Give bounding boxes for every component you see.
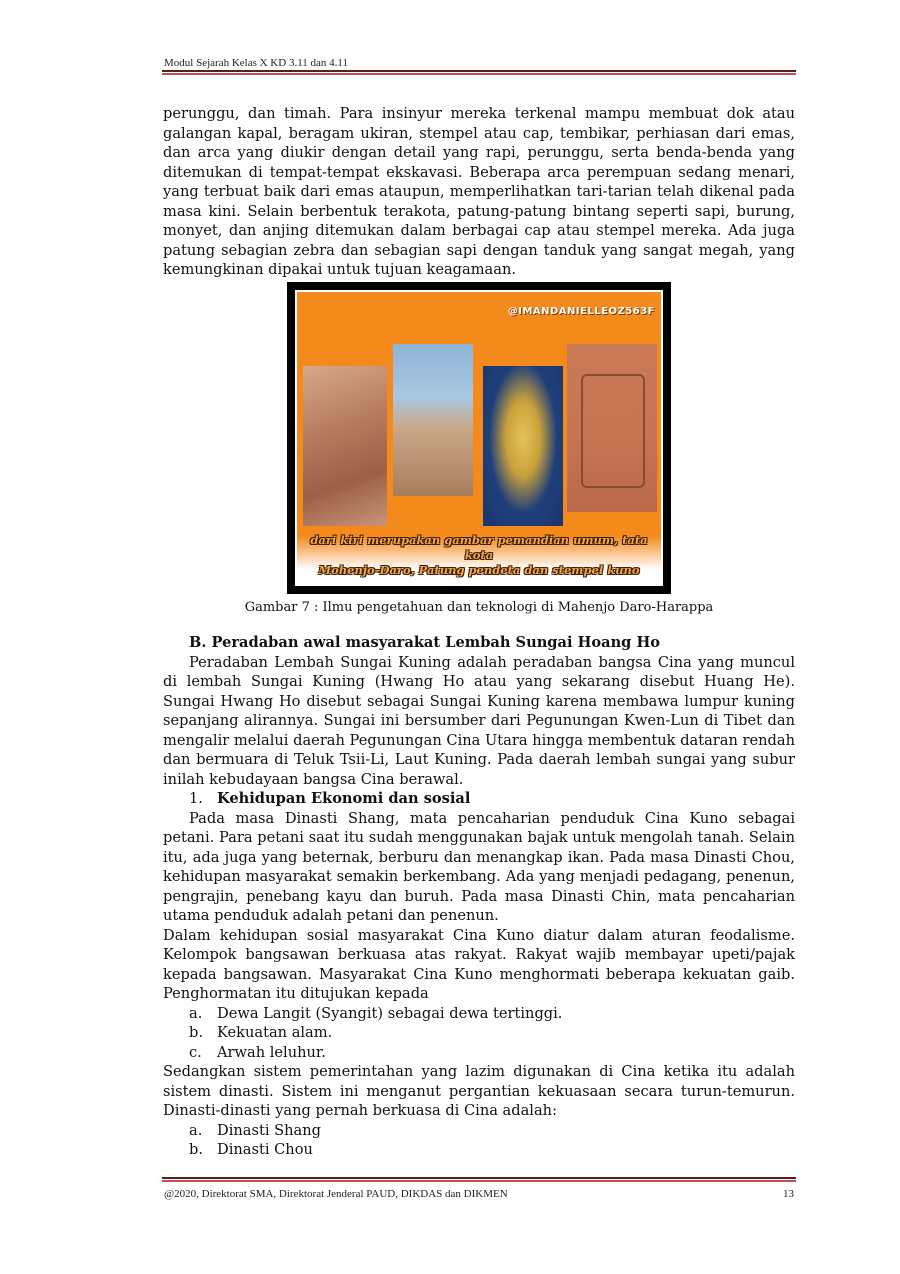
subsection-1-label: Kehidupan Ekonomi dan sosial <box>217 790 471 807</box>
list-item-label: a. <box>189 1004 203 1022</box>
figure-caption: Gambar 7 : Ilmu pengetahuan dan teknologi di Mahenjo Daro-Harappa <box>244 599 714 615</box>
footer-copyright: @2020, Direktorat SMA, Direktorat Jenderal PAUD, DIKDAS dan DIKMEN <box>164 1188 508 1200</box>
figure-inline-caption-line1: dari kiri merupakan gambar pemandian umum, tata kota <box>310 532 648 562</box>
figure-frame <box>287 282 671 594</box>
list-item-text: Kekuatan alam. <box>217 1024 333 1041</box>
header-rule <box>162 70 796 75</box>
section-b-title: B. Peradaban awal masyarakat Lembah Sungai Hoang Ho <box>189 634 660 651</box>
footer-rule <box>162 1177 796 1182</box>
page-content <box>163 104 795 1160</box>
ancient-seal-photo <box>567 344 657 512</box>
subsection-1-number: 1. <box>189 790 203 807</box>
list-item <box>189 1023 795 1043</box>
page-number: 13 <box>783 1188 794 1200</box>
city-layout-photo <box>393 344 473 496</box>
list-item <box>189 1121 795 1141</box>
subsection-1-paragraph3: Sedangkan sistem pemerintahan yang lazim digunakan di Cina ketika itu adalah sistem dinasti. Sistem ini menganut pergantian kekuasaan secara turun-temurun. Dinasti-dinasti yang pernah berkuasa di Cina adalah: <box>163 1063 795 1119</box>
section-b-paragraph: Peradaban Lembah Sungai Kuning adalah peradaban bangsa Cina yang muncul di lembah Sungai Kuning (Hwang Ho atau yang sekarang disebut Huang He). Sungai Hwang Ho disebut sebagai Sungai Kuning karena membawa lumpur kuning sepanjang alirannya. Sungai ini bersumber dari Pegunungan Kwen-Lun di Tibet dan mengalir melalui daerah Pegunungan Cina Utara hingga membentuk dataran rendah dan bermuara di Teluk Tsii-Li, Laut Kuning. Pada daerah lembah sungai yang subur inilah kebudayaan bangsa Cina berawal. <box>163 653 795 788</box>
subsection-1-paragraph2: Dalam kehidupan sosial masyarakat Cina Kuno diatur dalam aturan feodalisme. Kelompok bangsawan berkuasa atas rakyat. Rakyat wajib membayar upeti/pajak kepada bangsawan. Masyarakat Cina Kuno menghormati beberapa kekuatan gaib. Penghormatan itu ditujukan kepada <box>163 926 795 1002</box>
list-item <box>189 1004 795 1024</box>
figure-inline-caption-line2: Mohenjo-Daro, Patung pendeta dan stempel kuno <box>318 562 640 577</box>
page-footer <box>164 1188 794 1200</box>
list-item-text: Dinasti Shang <box>217 1121 321 1139</box>
subsection-1-title <box>189 789 795 809</box>
page-header: Modul Sejarah Kelas X KD 3.11 dan 4.11 <box>164 57 349 69</box>
list-item-text: Arwah leluhur. <box>217 1043 326 1061</box>
intro-paragraph: perunggu, dan timah. Para insinyur mereka terkenal mampu membuat dok atau galangan kapal, beragam ukiran, stempel atau cap, tembikar, perhiasan dari emas, dan arca yang diukir dengan detail yang rapi, perunggu, serta benda-benda yang ditemukan di tempat-tempat ekskavasi. Beberapa arca perempuan sedang menari, yang terbuat baik dari emas ataupun, memperlihatkan tari-tarian telah dikenal pada masa kini. Selain berbentuk terakota, patung-patung bintang seperti sapi, burung, monyet, dan anjing ditemukan dalam berbagai cap atau stempel mereka. Ada juga patung sebagian zebra dan sebagian sapi dengan tanduk yang sangat megah, yang kemungkinan dipakai untuk tujuan keagamaan. <box>163 105 795 278</box>
list-item <box>189 1043 795 1063</box>
priest-statue-photo <box>483 366 563 526</box>
figure-inline-caption <box>297 533 661 578</box>
list-item-text: Dewa Langit (Syangit) sebagai dewa tertinggi. <box>217 1004 563 1022</box>
list-item-label: b. <box>189 1141 203 1158</box>
list-item-text: Dinasti Chou <box>217 1141 313 1158</box>
list-item <box>189 1140 795 1160</box>
subsection-1-paragraph1: Pada masa Dinasti Shang, mata pencaharian penduduk Cina Kuno sebagai petani. Para petani saat itu sudah menggunakan bajak untuk mengolah tanah. Selain itu, ada juga yang beternak, berburu dan menangkap ikan. Pada masa Dinasti Chou, kehidupan masyarakat semakin berkembang. Ada yang menjadi pedagang, penenun, pengrajin, penebang kayu dan buruh. Pada masa Dinasti Chin, mata pencaharian utama penduduk adalah petani dan penenun. <box>163 809 795 924</box>
figure-collage <box>295 290 663 586</box>
figure-watermark: @IMANDANIELLEOZ563F <box>507 305 655 317</box>
list-item-label: a. <box>189 1121 203 1139</box>
list-item-label: b. <box>189 1024 203 1041</box>
list-item-label: c. <box>189 1043 202 1061</box>
public-bath-photo <box>303 366 387 526</box>
